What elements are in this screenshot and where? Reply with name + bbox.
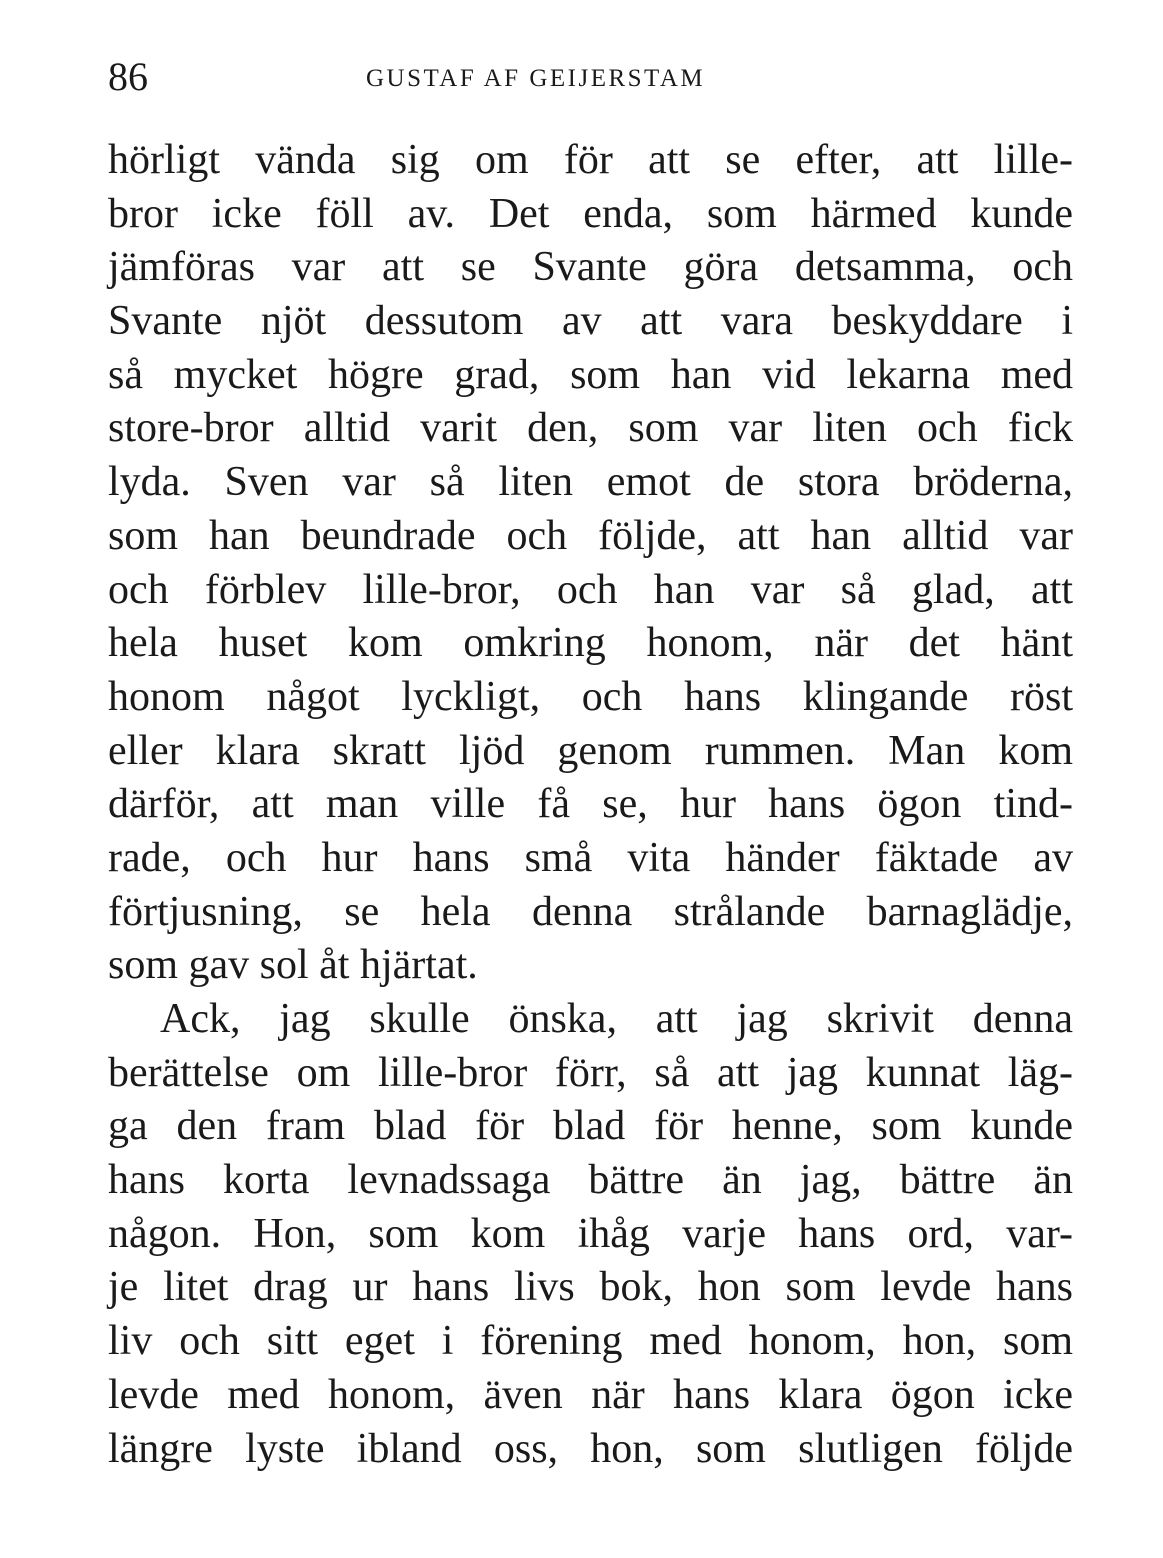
text-line: bror icke föll av. Det enda, som härmed kunde — [108, 190, 1073, 237]
text-line: hela huset kom omkring honom, när det hänt — [108, 620, 1073, 667]
text-line: längre lyste ibland oss, hon, som slutligen följde — [108, 1425, 1073, 1472]
text-line: jämföras var att se Svante göra detsamma, och — [108, 244, 1073, 291]
page-number: 86 — [108, 54, 148, 99]
text-line: Ack, jag skulle önska, att jag skrivit denna — [160, 996, 1073, 1042]
text-line: store-bror alltid varit den, som var liten och fick — [108, 405, 1073, 452]
text-line: berättelse om lille-bror förr, så att jag kunnat läg- — [108, 1049, 1073, 1096]
running-head — [108, 52, 1073, 102]
body-text — [108, 134, 1073, 1476]
text-line: hans korta levnadssaga bättre än jag, bättre än — [108, 1157, 1073, 1204]
text-line: eller klara skratt ljöd genom rummen. Man kom — [108, 727, 1073, 774]
text-line: rade, och hur hans små vita händer fäktade av — [108, 834, 1073, 881]
text-line: je litet drag ur hans livs bok, hon som levde hans — [108, 1264, 1073, 1311]
text-line: förtjusning, se hela denna strålande barnaglädje, — [108, 888, 1073, 935]
text-line: som gav sol åt hjärtat. — [108, 942, 478, 989]
running-title: GUSTAF AF GEIJERSTAM — [366, 65, 706, 92]
text-line: någon. Hon, som kom ihåg varje hans ord, var- — [108, 1210, 1073, 1257]
text-line: ga den fram blad för blad för henne, som kunde — [108, 1103, 1073, 1150]
text-line: och förblev lille-bror, och han var så glad, att — [108, 566, 1073, 613]
text-line: levde med honom, även när hans klara ögon icke — [108, 1371, 1073, 1418]
text-line: hörligt vända sig om för att se efter, att lille- — [108, 137, 1073, 183]
text-line: därför, att man ville få se, hur hans ögon tind- — [108, 781, 1073, 828]
paragraph-1 — [108, 134, 1073, 993]
text-line: så mycket högre grad, som han vid lekarna med — [108, 351, 1073, 398]
text-line: honom något lyckligt, och hans klingande röst — [108, 673, 1073, 720]
text-line: Svante njöt dessutom av att vara beskyddare i — [108, 298, 1073, 345]
text-line: lyda. Sven var så liten emot de stora bröderna, — [108, 459, 1073, 506]
text-line: liv och sitt eget i förening med honom, hon, som — [108, 1318, 1073, 1365]
paragraph-2 — [108, 993, 1073, 1476]
text-line: som han beundrade och följde, att han alltid var — [108, 512, 1073, 559]
